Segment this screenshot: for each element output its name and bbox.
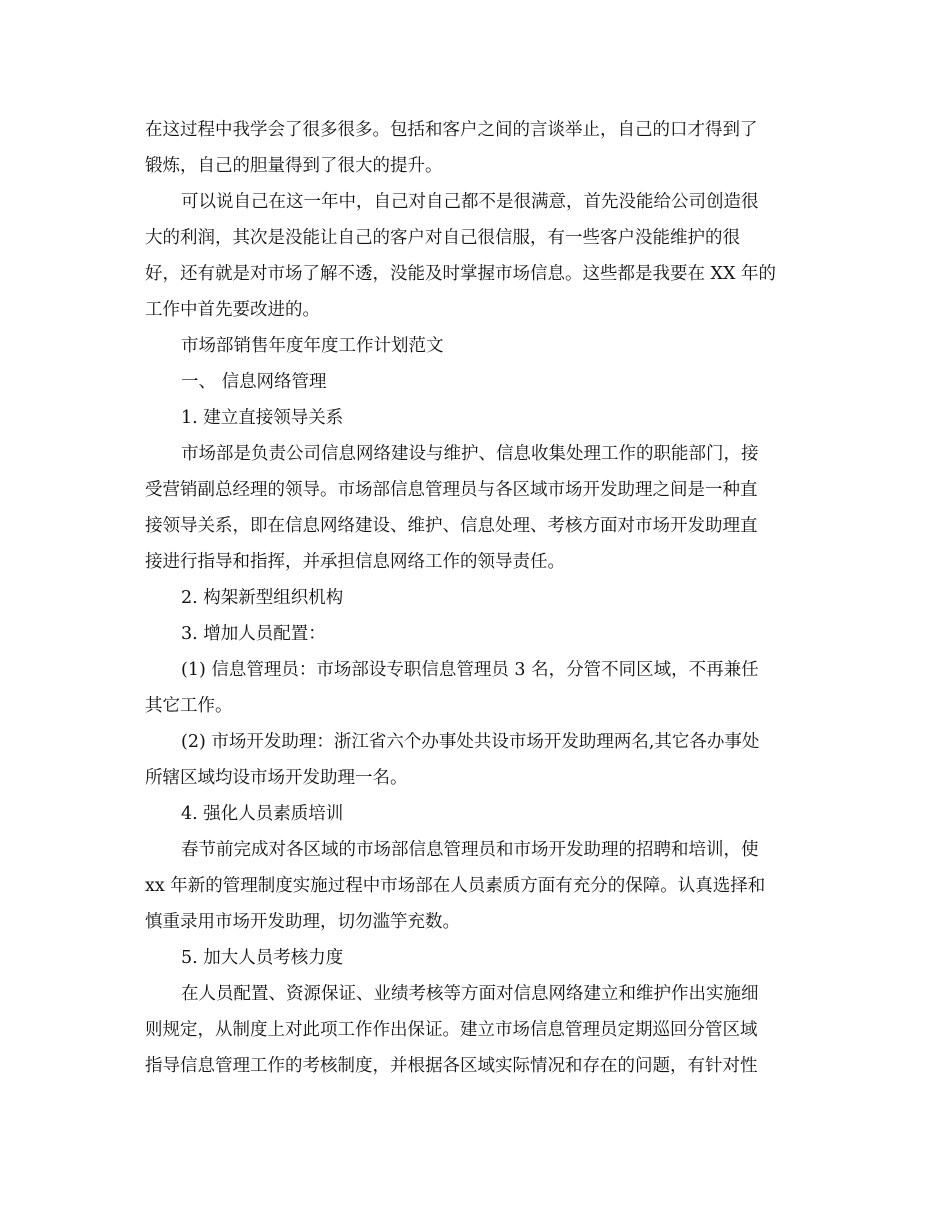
text-line: 好，还有就是对市场了解不透，没能及时掌握市场信息。这些都是我要在 XX 年的 [145,264,777,284]
text-line: 接进行指导和指挥，并承担信息网络工作的领导责任。 [145,552,565,572]
text-line: 慎重录用市场开发助理，切勿滥竽充数。 [145,912,460,932]
heading-item-3: 3. 增加人员配置： [181,624,326,644]
text-line: xx 年新的管理制度实施过程中市场部在人员素质方面有充分的保障。认真选择和 [145,876,766,896]
text-line: (2) 市场开发助理：浙江省六个办事处共设市场开发助理两名,其它各办事处 [181,732,760,752]
heading-item-2: 2. 构架新型组织机构 [181,588,344,608]
heading-item-1: 1. 建立直接领导关系 [181,408,344,428]
heading-item-5: 5. 加大人员考核力度 [181,948,344,968]
text-line: (1) 信息管理员：市场部设专职信息管理员 3 名，分管不同区域，不再兼任 [181,660,759,680]
text-line: 则规定，从制度上对此项工作作出保证。建立市场信息管理员定期巡回分管区域 [145,1020,758,1040]
text-line: 在人员配置、资源保证、业绩考核等方面对信息网络建立和维护作出实施细 [181,984,759,1004]
text-line: 其它工作。 [145,696,233,716]
section-title: 市场部销售年度年度工作计划范文 [181,336,444,356]
document-body [145,112,805,1084]
text-line: 受营销副总经理的领导。市场部信息管理员与各区域市场开发助理之间是一种直 [145,480,758,500]
heading-level-1: 一、 信息网络管理 [181,372,327,392]
text-line: 指导信息管理工作的考核制度，并根据各区域实际情况和存在的问题，有针对性 [145,1056,758,1076]
text-line: 锻炼，自己的胆量得到了很大的提升。 [145,156,443,176]
text-line: 市场部是负责公司信息网络建设与维护、信息收集处理工作的职能部门，接 [181,444,759,464]
text-line: 大的利润，其次是没能让自己的客户对自己很信服，有一些客户没能维护的很 [145,228,740,248]
heading-item-4: 4. 强化人员素质培训 [181,804,344,824]
text-line: 在这过程中我学会了很多很多。包括和客户之间的言谈举止，自己的口才得到了 [145,120,758,140]
text-line: 工作中首先要改进的。 [145,300,320,320]
text-line: 接领导关系，即在信息网络建设、维护、信息处理、考核方面对市场开发助理直 [145,516,758,536]
text-line: 可以说自己在这一年中，自己对自己都不是很满意，首先没能给公司创造很 [181,192,759,212]
text-line: 所辖区域均设市场开发助理一名。 [145,768,408,788]
text-line: 春节前完成对各区域的市场部信息管理员和市场开发助理的招聘和培训，使 [181,840,759,860]
